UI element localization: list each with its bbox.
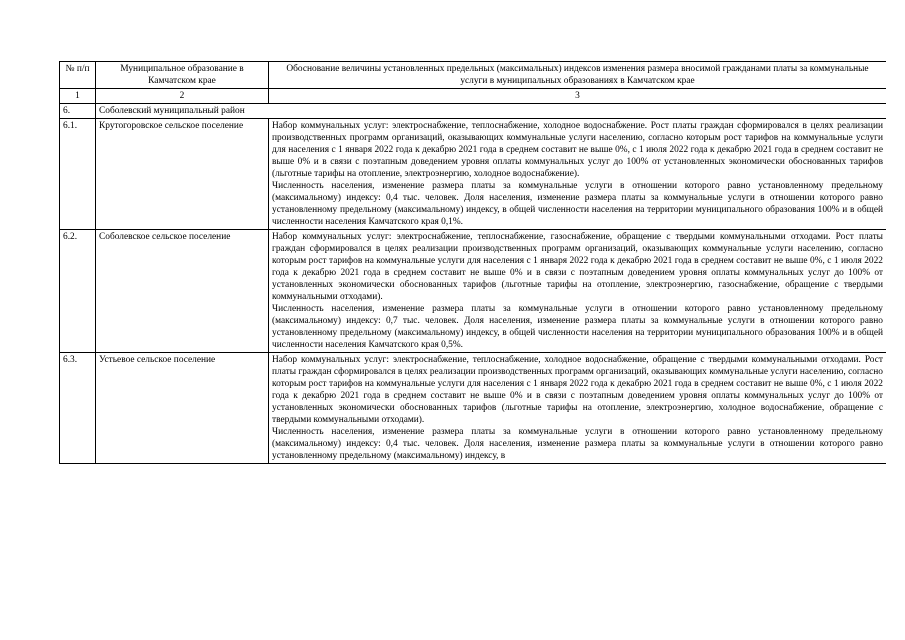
row-municipality: Устьевое сельское поселение — [96, 353, 269, 464]
section-title: Соболевский муниципальный район — [96, 104, 887, 119]
population-paragraph: Численность населения, изменение размера платы за коммунальные услуги в отношении которого равно установленному предельному (максимальному) индексу: 0,7 тыс. человек. Доля населения, изменение размера платы за коммунальные услуги в отношении которого равно установленному предельному (максимальному) индексу, в общей численности населения на территории муниципального образования 100% и в общей численности населения Камчатского края 0,5%. — [272, 304, 883, 350]
row-municipality: Соболевское сельское поселение — [96, 230, 269, 353]
services-paragraph: Набор коммунальных услуг: электроснабжение, теплоснабжение, холодное водоснабжение, обращение с твердыми коммунальными отходами. Рост платы граждан сформировался в целях реализации производственных программ организаций, оказывающих коммунальные услуги населению, согласно которым рост тарифов на коммунальные услуги для населения с 1 января 2022 года к декабрю 2021 года в среднем составит не выше 0%, с 1 июля 2022 года к декабрю 2021 года в среднем составит не выше 0% и в связи с поэтапным доведением уровня оплаты коммунальных услуг до 100% от установленных экономически обоснованных тарифов (льготные тарифы на отопление, электроэнергию, холодное водоснабжение, обращение с твердыми коммунальными отходами). — [272, 355, 883, 425]
row-number: 6.3. — [60, 353, 96, 464]
section-number: 6. — [60, 104, 96, 119]
header-justification: Обоснование величины установленных предельных (максимальных) индексов изменения размера вносимой гражданами платы за коммунальные услуги в муниципальных образованиях в Камчатском крае — [269, 62, 887, 89]
table-row — [60, 119, 887, 230]
services-paragraph: Набор коммунальных услуг: электроснабжение, теплоснабжение, холодное водоснабжение. Рост платы граждан сформировался в целях реализации производственных программ организаций, оказывающих коммунальные услуги населению, согласно которым рост тарифов на коммунальные услуги для населения с 1 января 2022 года к декабрю 2021 года в среднем составит не выше 0%, с 1 июля 2022 года к декабрю 2021 года в среднем составит не выше 0% и в связи с поэтапным доведением уровня оплаты коммунальных услуг до 100% от установленных экономически обоснованных тарифов (льготные тарифы на отопление, электроэнергию, холодное водоснабжение). — [272, 121, 883, 179]
column-index-3: 3 — [269, 89, 887, 104]
tariff-index-table — [59, 61, 886, 464]
row-justification — [269, 353, 887, 464]
document-page — [59, 61, 886, 580]
table-row — [60, 230, 887, 353]
row-justification — [269, 119, 887, 230]
services-paragraph: Набор коммунальных услуг: электроснабжение, теплоснабжение, газоснабжение, обращение с твердыми коммунальными отходами. Рост платы граждан сформировался в целях реализации производственных программ организаций, оказывающих коммунальные услуги населению, согласно которым рост тарифов на коммунальные услуги для населения с 1 января 2022 года к декабрю 2021 года в среднем составит не выше 0%, с 1 июля 2022 года к декабрю 2021 года в среднем составит не выше 0% и в связи с поэтапным доведением уровня оплаты коммунальных услуг до 100% от установленных экономически обоснованных тарифов (льготные тарифы на отопление, электроэнергию, газоснабжение, обращение с твердыми коммунальными отходами). — [272, 232, 883, 302]
row-justification — [269, 230, 887, 353]
section-row — [60, 104, 887, 119]
header-municipality: Муниципальное образование в Камчатском крае — [96, 62, 269, 89]
column-index-2: 2 — [96, 89, 269, 104]
column-number-row — [60, 89, 887, 104]
row-number: 6.1. — [60, 119, 96, 230]
table-row — [60, 353, 887, 464]
row-number: 6.2. — [60, 230, 96, 353]
population-paragraph: Численность населения, изменение размера платы за коммунальные услуги в отношении которого равно установленному предельному (максимальному) индексу: 0,4 тыс. человек. Доля населения, изменение размера платы за коммунальные услуги в отношении которого равно установленному предельному (максимальному) индексу, в общей численности населения на территории муниципального образования 100% и в общей численности населения Камчатского края 0,1%. — [272, 181, 883, 227]
population-paragraph: Численность населения, изменение размера платы за коммунальные услуги в отношении которого равно установленному предельному (максимальному) индексу: 0,4 тыс. человек. Доля населения, изменение размера платы за коммунальные услуги в отношении которого равно установленному предельному (максимальному) индексу, в — [272, 427, 883, 461]
column-index-1: 1 — [60, 89, 96, 104]
header-number: № п/п — [60, 62, 96, 89]
table-header-row — [60, 62, 887, 89]
row-municipality: Крутогоровское сельское поселение — [96, 119, 269, 230]
